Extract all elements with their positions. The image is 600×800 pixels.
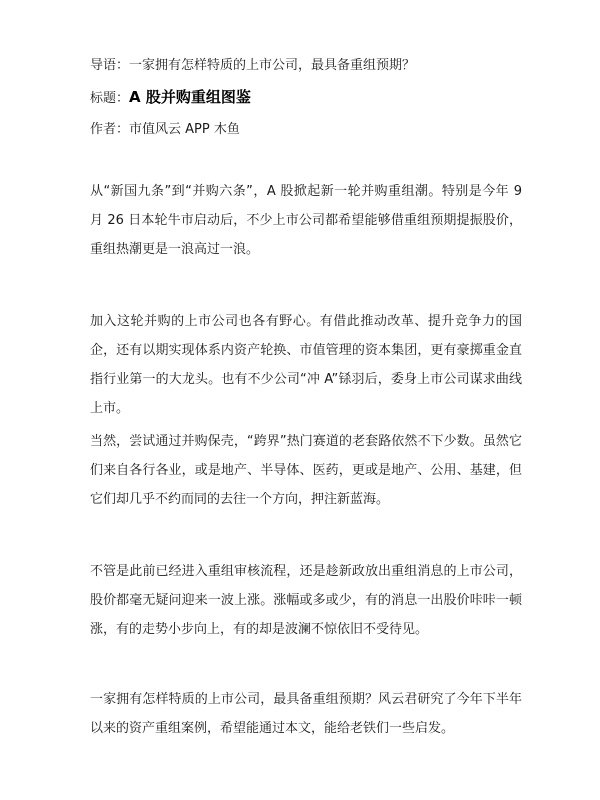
lead-text: 一家拥有怎样特质的上市公司，最具备重组预期？ xyxy=(129,58,416,73)
paragraph-1: 从“新国九条”到“并购六条”，A 股掀起新一轮并购重组潮。特别是今年 9 月 26 日本轮牛市启动后，不少上市公司都希望能够借重组预期提振股价，重组热潮更是一浪高过一浪。 xyxy=(90,184,522,257)
author-line xyxy=(90,121,240,139)
lead-label: 导语： xyxy=(90,58,130,73)
paragraph-5: 一家拥有怎样特质的上市公司，最具备重组预期？风云君研究了今年下半年以来的资产重组案例，希望能通过本文，能给老铁们一些启发。 xyxy=(90,692,522,736)
author-name: 市值风云 APP 木鱼 xyxy=(129,122,240,137)
title-line xyxy=(90,88,251,108)
paragraph-4: 不管是此前已经进入重组审核流程，还是趁新政放出重组消息的上市公司，股价都毫无疑问迎来一波上涨。涨幅或多或少，有的消息一出股价咔咔一顿涨，有的走势小步向上，有的却是波澜不惊依旧不受待见。 xyxy=(90,564,522,637)
article-title: A 股并购重组图鉴 xyxy=(129,88,251,106)
title-label: 标题： xyxy=(90,91,130,106)
author-label: 作者： xyxy=(90,122,130,137)
paragraph-2: 加入这轮并购的上市公司也各有野心。有借此推动改革、提升竞争力的国企，还有以期实现体系内资产轮换、市值管理的资本集团，更有豪掷重金直指行业第一的大龙头。也有不少公司“冲 A”铩羽后，委身上市公司谋求曲线上市。 xyxy=(90,314,522,416)
paragraph-3: 当然，尝试通过并购保壳，“跨界”热门赛道的老套路依然不下少数。虽然它们来自各行各业，或是地产、半导体、医药，更或是地产、公用、基建，但它们却几乎不约而同的去往一个方向，押注新蓝海。 xyxy=(90,434,522,507)
lead-line xyxy=(90,57,415,75)
